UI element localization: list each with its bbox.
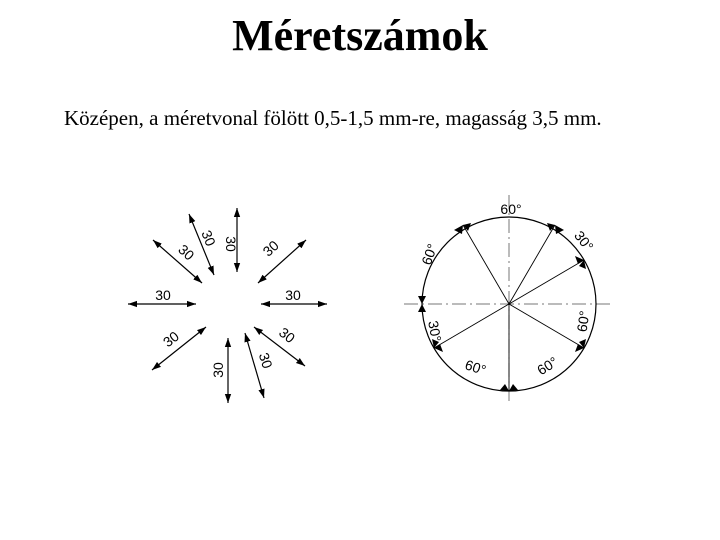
radial-line-left-lower	[434, 304, 509, 348]
page-subtitle: Középen, a méretvonal fölött 0,5-1,5 mm-re, magasság 3,5 mm.	[64, 106, 602, 130]
left-dimension-star	[128, 208, 327, 403]
angle-label-upper-right: 30°	[571, 227, 597, 255]
dim-line-upper-left	[153, 240, 202, 283]
dim-line-lower-left	[152, 327, 206, 370]
right-angular-circle	[404, 195, 614, 402]
radial-line-upper-left	[463, 225, 509, 304]
dim-label-lower-left: 30	[159, 327, 182, 351]
dim-label-top-vertical: 30	[223, 236, 239, 252]
page-title: Méretszámok	[232, 11, 488, 60]
angle-label-lower-left: 60°	[463, 356, 489, 379]
dim-label-bottom-slanted: 30	[255, 350, 276, 371]
angle-label-upper-left: 60°	[418, 241, 441, 267]
dim-label-bottom-vertical: 30	[210, 362, 226, 378]
dim-label-upper-left: 30	[175, 241, 198, 264]
angle-label-lower-right: 60°	[534, 353, 561, 379]
dim-label-lower-right: 30	[276, 323, 299, 347]
radial-line-upper-right	[509, 225, 555, 304]
angle-label-left: 30°	[425, 319, 445, 343]
angle-label-top: 60°	[500, 201, 522, 217]
dim-label-top-slanted: 30	[198, 227, 219, 249]
arc-arrowheads	[418, 223, 586, 391]
radial-line-right-lower	[509, 304, 584, 348]
dim-label-left-horizontal: 30	[155, 287, 171, 303]
dim-label-upper-right: 30	[259, 237, 282, 260]
angle-label-right: 60°	[573, 309, 593, 333]
radial-line-right-upper	[509, 260, 584, 304]
dim-label-right-horizontal: 30	[285, 287, 301, 303]
